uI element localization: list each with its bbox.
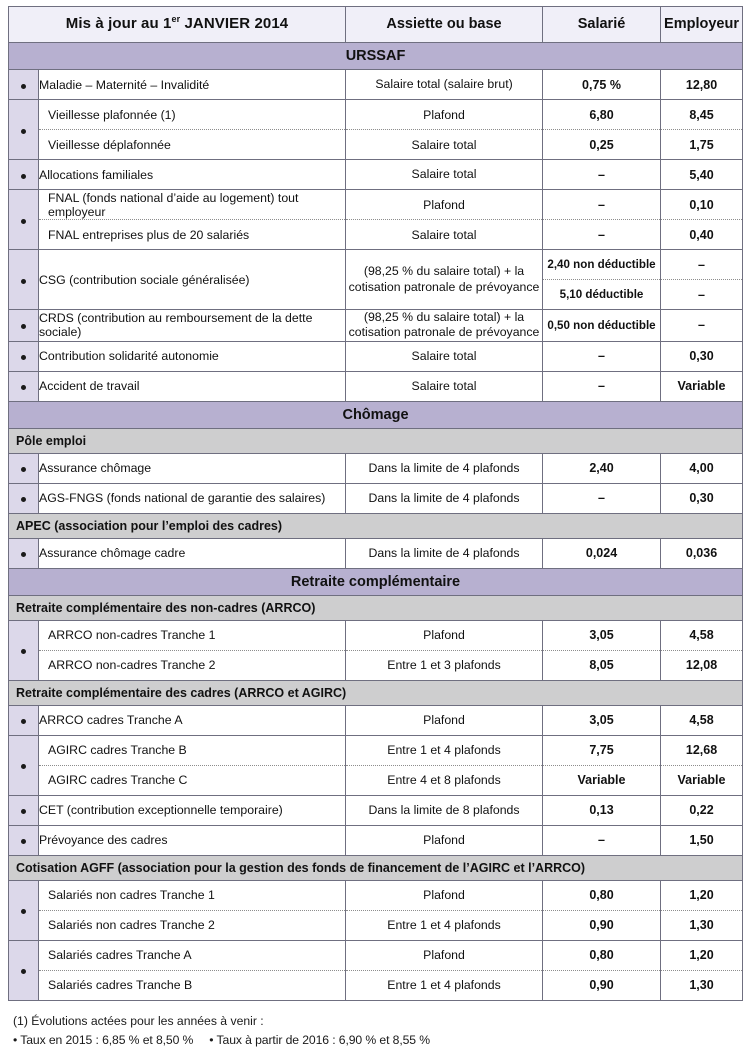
row-bullet: [9, 100, 39, 160]
cell-description-group: [39, 100, 346, 160]
stacked-value: Salariés cadres Tranche A: [39, 941, 345, 971]
bullet-icon: [21, 497, 26, 502]
stacked-row: [39, 190, 345, 220]
cell-employeur: 0,30: [661, 341, 743, 371]
table-row: [9, 310, 743, 342]
stacked-value: 7,75: [543, 736, 660, 766]
stacked-row: [346, 941, 542, 971]
subsection-label: APEC (association pour l’emploi des cadres): [9, 513, 743, 538]
stacked-cell: [39, 881, 345, 940]
cell-employeur: 5,40: [661, 160, 743, 190]
stacked-row: [661, 250, 742, 280]
cell-employeur: Variable: [661, 371, 743, 401]
stacked-row: [661, 765, 742, 795]
stacked-row: [661, 881, 742, 911]
cell-description: Assurance chômage: [39, 453, 346, 483]
stacked-row: [39, 941, 345, 971]
table-row: [9, 190, 743, 250]
bullet-icon: [21, 174, 26, 179]
stacked-row: [39, 220, 345, 250]
stacked-cell: [346, 736, 542, 795]
stacked-row: [346, 650, 542, 680]
stacked-row: [661, 280, 742, 310]
stacked-cell: [661, 621, 742, 680]
stacked-row: [346, 220, 542, 250]
stacked-row: [661, 941, 742, 971]
stacked-row: [346, 970, 542, 1000]
bullet-icon: [21, 385, 26, 390]
cell-description-group: [39, 735, 346, 795]
row-bullet: [9, 190, 39, 250]
footnote-rate-2015: • Taux en 2015 : 6,85 % et 8,50 %: [13, 1032, 194, 1047]
stacked-row: [543, 250, 660, 280]
stacked-value: 12,08: [661, 650, 742, 680]
table-row: [9, 250, 743, 310]
stacked-cell: [39, 941, 345, 1000]
row-bullet: [9, 371, 39, 401]
stacked-cell: [661, 881, 742, 940]
table-row: [9, 70, 743, 100]
row-bullet: [9, 250, 39, 310]
cell-base-group: [346, 735, 543, 795]
stacked-cell: [39, 100, 345, 159]
row-bullet: [9, 825, 39, 855]
stacked-row: [661, 100, 742, 130]
table-row: [9, 620, 743, 680]
bullet-icon: [21, 129, 26, 134]
cell-description-group: [39, 620, 346, 680]
stacked-cell: [543, 881, 660, 940]
cell-employeur-group: [661, 100, 743, 160]
stacked-row: [39, 881, 345, 911]
stacked-cell: [346, 190, 542, 249]
cell-employeur: –: [661, 310, 743, 342]
stacked-value: AGIRC cadres Tranche B: [39, 736, 345, 766]
row-bullet: [9, 940, 39, 1000]
cell-description-group: [39, 190, 346, 250]
stacked-value: Plafond: [346, 190, 542, 220]
stacked-value: Salaire total: [346, 220, 542, 250]
stacked-value: Plafond: [346, 881, 542, 911]
cell-employeur: 12,80: [661, 70, 743, 100]
stacked-value: 0,80: [543, 881, 660, 911]
cell-salarie-group: [543, 620, 661, 680]
cell-description: ARRCO cadres Tranche A: [39, 705, 346, 735]
cell-description: Contribution solidarité autonomie: [39, 341, 346, 371]
row-bullet: [9, 705, 39, 735]
stacked-value: 3,05: [543, 621, 660, 651]
cell-employeur: 4,00: [661, 453, 743, 483]
stacked-row: [39, 100, 345, 130]
cell-base: Salaire total: [346, 371, 543, 401]
cell-salarie: –: [543, 483, 661, 513]
stacked-value: Vieillesse déplafonnée: [39, 130, 345, 160]
row-bullet: [9, 735, 39, 795]
stacked-row: [661, 621, 742, 651]
cell-employeur-group: [661, 735, 743, 795]
cell-salarie: –: [543, 160, 661, 190]
stacked-value: 0,90: [543, 970, 660, 1000]
stacked-value: 8,45: [661, 100, 742, 130]
cell-base: (98,25 % du salaire total) + la cotisation patronale de prévoyance: [346, 310, 543, 342]
bullet-icon: [21, 909, 26, 914]
cell-employeur: 0,22: [661, 795, 743, 825]
stacked-value: Variable: [661, 765, 742, 795]
cell-salarie: 3,05: [543, 705, 661, 735]
cell-description: CSG (contribution sociale généralisée): [39, 250, 346, 310]
section-band-label: Chômage: [9, 401, 743, 428]
row-bullet: [9, 483, 39, 513]
cell-employeur-group: [661, 620, 743, 680]
stacked-value: Entre 1 et 4 plafonds: [346, 736, 542, 766]
bullet-icon: [21, 764, 26, 769]
table-row: [9, 880, 743, 940]
table-row: [9, 483, 743, 513]
stacked-value: 0,40: [661, 220, 742, 250]
cell-salarie: –: [543, 341, 661, 371]
stacked-row: [346, 765, 542, 795]
stacked-row: [543, 910, 660, 940]
row-bullet: [9, 453, 39, 483]
stacked-value: 1,75: [661, 130, 742, 160]
stacked-value: Salariés non cadres Tranche 1: [39, 881, 345, 911]
cell-description-group: [39, 880, 346, 940]
cell-description: Maladie – Maternité – Invalidité: [39, 70, 346, 100]
stacked-row: [39, 130, 345, 160]
stacked-value: –: [661, 250, 742, 280]
stacked-cell: [543, 941, 660, 1000]
bullet-icon: [21, 84, 26, 89]
stacked-row: [661, 736, 742, 766]
stacked-row: [346, 130, 542, 160]
row-bullet: [9, 310, 39, 342]
cell-salarie: –: [543, 371, 661, 401]
stacked-row: [543, 190, 660, 220]
section-band: [9, 568, 743, 595]
cell-description: Accident de travail: [39, 371, 346, 401]
stacked-row: [661, 910, 742, 940]
cell-salarie: 0,50 non déductible: [543, 310, 661, 342]
bullet-icon: [21, 219, 26, 224]
row-bullet: [9, 620, 39, 680]
stacked-cell: [543, 100, 660, 159]
stacked-cell: [543, 250, 660, 309]
table-row: [9, 705, 743, 735]
subsection-label: Retraite complémentaire des cadres (ARRCO et AGIRC): [9, 680, 743, 705]
stacked-value: 2,40 non déductible: [543, 250, 660, 280]
table-row: [9, 795, 743, 825]
stacked-value: AGIRC cadres Tranche C: [39, 765, 345, 795]
cell-base: Salaire total: [346, 160, 543, 190]
table-row: [9, 735, 743, 795]
cell-description-group: [39, 940, 346, 1000]
cell-base-group: [346, 880, 543, 940]
stacked-value: Salaire total: [346, 130, 542, 160]
stacked-value: Entre 1 et 4 plafonds: [346, 910, 542, 940]
stacked-value: ARRCO non-cadres Tranche 1: [39, 621, 345, 651]
table-header-row: [9, 7, 743, 43]
stacked-cell: [661, 190, 742, 249]
bullet-icon: [21, 324, 26, 329]
stacked-value: 1,30: [661, 970, 742, 1000]
table-row: [9, 825, 743, 855]
stacked-row: [543, 280, 660, 310]
cell-description: CRDS (contribution au remboursement de la dette sociale): [39, 310, 346, 342]
cell-description: CET (contribution exceptionnelle temporaire): [39, 795, 346, 825]
stacked-value: Variable: [543, 765, 660, 795]
stacked-row: [39, 736, 345, 766]
stacked-value: 1,20: [661, 881, 742, 911]
stacked-cell: [346, 621, 542, 680]
stacked-value: ARRCO non-cadres Tranche 2: [39, 650, 345, 680]
stacked-row: [661, 650, 742, 680]
cell-description: AGS-FNGS (fonds national de garantie des salaires): [39, 483, 346, 513]
cell-base: Dans la limite de 8 plafonds: [346, 795, 543, 825]
stacked-row: [346, 100, 542, 130]
footnote-line-1: (1) Évolutions actées pour les années à venir :: [13, 1013, 264, 1028]
cell-employeur-group: [661, 880, 743, 940]
cell-base-group: [346, 190, 543, 250]
stacked-value: 0,25: [543, 130, 660, 160]
cell-salarie: 2,40: [543, 453, 661, 483]
subsection-label: Cotisation AGFF (association pour la gestion des fonds de financement de l’AGIRC et l’ARRCO): [9, 855, 743, 880]
stacked-cell: [346, 100, 542, 159]
table-body: [9, 7, 743, 1001]
subsection-header: [9, 855, 743, 880]
stacked-value: 5,10 déductible: [543, 280, 660, 310]
stacked-value: Entre 1 et 4 plafonds: [346, 970, 542, 1000]
row-bullet: [9, 160, 39, 190]
cell-base: Salaire total: [346, 341, 543, 371]
contributions-table: [8, 6, 743, 1001]
stacked-cell: [661, 941, 742, 1000]
cell-description: Assurance chômage cadre: [39, 538, 346, 568]
cell-salarie-group: [543, 190, 661, 250]
stacked-row: [39, 650, 345, 680]
row-bullet: [9, 341, 39, 371]
stacked-value: 0,90: [543, 910, 660, 940]
cell-base-group: [346, 620, 543, 680]
stacked-value: Entre 1 et 3 plafonds: [346, 650, 542, 680]
bullet-icon: [21, 552, 26, 557]
stacked-cell: [543, 190, 660, 249]
stacked-row: [661, 220, 742, 250]
stacked-row: [346, 736, 542, 766]
cell-base: Salaire total (salaire brut): [346, 70, 543, 100]
row-bullet: [9, 70, 39, 100]
stacked-row: [39, 621, 345, 651]
stacked-row: [543, 621, 660, 651]
table-row: [9, 160, 743, 190]
stacked-value: Entre 4 et 8 plafonds: [346, 765, 542, 795]
cell-salarie: –: [543, 825, 661, 855]
table-row: [9, 371, 743, 401]
stacked-row: [39, 910, 345, 940]
row-bullet: [9, 538, 39, 568]
bullet-icon: [21, 969, 26, 974]
stacked-value: FNAL (fonds national d’aide au logement) tout employeur: [39, 190, 345, 220]
stacked-value: 12,68: [661, 736, 742, 766]
stacked-value: 1,20: [661, 941, 742, 971]
footnote-line-2: [13, 1031, 742, 1050]
cell-employeur-group: [661, 940, 743, 1000]
cell-employeur-group: [661, 250, 743, 310]
cell-salarie: 0,13: [543, 795, 661, 825]
stacked-row: [661, 970, 742, 1000]
bullet-icon: [21, 279, 26, 284]
stacked-cell: [39, 190, 345, 249]
table-row: [9, 453, 743, 483]
column-header-employeur: Employeur: [661, 7, 743, 43]
stacked-cell: [346, 881, 542, 940]
stacked-value: Salariés cadres Tranche B: [39, 970, 345, 1000]
stacked-cell: [661, 100, 742, 159]
cell-salarie-group: [543, 250, 661, 310]
table-row: [9, 538, 743, 568]
stacked-row: [543, 100, 660, 130]
stacked-cell: [661, 250, 742, 309]
stacked-row: [543, 220, 660, 250]
stacked-value: Plafond: [346, 100, 542, 130]
stacked-value: –: [543, 190, 660, 220]
stacked-row: [543, 736, 660, 766]
stacked-value: –: [543, 220, 660, 250]
cell-base: Plafond: [346, 705, 543, 735]
table-row: [9, 940, 743, 1000]
stacked-row: [661, 130, 742, 160]
stacked-cell: [39, 736, 345, 795]
stacked-row: [39, 765, 345, 795]
stacked-cell: [661, 736, 742, 795]
subsection-header: [9, 680, 743, 705]
cell-salarie: 0,024: [543, 538, 661, 568]
cell-employeur: 1,50: [661, 825, 743, 855]
page-title: Mis à jour au 1er JANVIER 2014: [9, 7, 346, 43]
footnote-rate-2016: • Taux à partir de 2016 : 6,90 % et 8,55 %: [209, 1032, 431, 1047]
subsection-label: Retraite complémentaire des non-cadres (ARRCO): [9, 595, 743, 620]
subsection-label: Pôle emploi: [9, 428, 743, 453]
stacked-cell: [543, 621, 660, 680]
stacked-cell: [346, 941, 542, 1000]
cell-base: Dans la limite de 4 plafonds: [346, 538, 543, 568]
stacked-value: FNAL entreprises plus de 20 salariés: [39, 220, 345, 250]
stacked-row: [543, 881, 660, 911]
cell-base: Plafond: [346, 825, 543, 855]
cell-employeur: 0,036: [661, 538, 743, 568]
cell-base: (98,25 % du salaire total) + la cotisation patronale de prévoyance: [346, 250, 543, 310]
stacked-row: [543, 765, 660, 795]
section-band: [9, 401, 743, 428]
stacked-value: Plafond: [346, 941, 542, 971]
stacked-value: 1,30: [661, 910, 742, 940]
cell-base-group: [346, 940, 543, 1000]
cell-base-group: [346, 100, 543, 160]
stacked-value: –: [661, 280, 742, 310]
cell-description: Prévoyance des cadres: [39, 825, 346, 855]
stacked-value: 8,05: [543, 650, 660, 680]
bullet-icon: [21, 719, 26, 724]
stacked-row: [39, 970, 345, 1000]
cell-salarie-group: [543, 100, 661, 160]
stacked-value: Salariés non cadres Tranche 2: [39, 910, 345, 940]
subsection-header: [9, 513, 743, 538]
subsection-header: [9, 595, 743, 620]
cell-base: Dans la limite de 4 plafonds: [346, 453, 543, 483]
row-bullet: [9, 795, 39, 825]
stacked-cell: [543, 736, 660, 795]
stacked-value: Vieillesse plafonnée (1): [39, 100, 345, 130]
cell-base: Dans la limite de 4 plafonds: [346, 483, 543, 513]
subsection-header: [9, 428, 743, 453]
stacked-value: Plafond: [346, 621, 542, 651]
stacked-row: [346, 190, 542, 220]
cell-description: Allocations familiales: [39, 160, 346, 190]
bullet-icon: [21, 355, 26, 360]
stacked-row: [346, 621, 542, 651]
cell-employeur: 4,58: [661, 705, 743, 735]
stacked-cell: [39, 621, 345, 680]
bullet-icon: [21, 649, 26, 654]
column-header-salarie: Salarié: [543, 7, 661, 43]
section-band-label: Retraite complémentaire: [9, 568, 743, 595]
stacked-row: [346, 910, 542, 940]
stacked-row: [543, 970, 660, 1000]
table-row: [9, 341, 743, 371]
stacked-row: [346, 881, 542, 911]
cell-salarie: 0,75 %: [543, 70, 661, 100]
section-band: [9, 43, 743, 70]
stacked-value: 6,80: [543, 100, 660, 130]
bullet-icon: [21, 467, 26, 472]
stacked-row: [543, 650, 660, 680]
row-bullet: [9, 880, 39, 940]
cell-salarie-group: [543, 940, 661, 1000]
stacked-value: 0,80: [543, 941, 660, 971]
cell-employeur: 0,30: [661, 483, 743, 513]
stacked-row: [543, 941, 660, 971]
table-row: [9, 100, 743, 160]
cell-employeur-group: [661, 190, 743, 250]
bullet-icon: [21, 809, 26, 814]
column-header-base: Assiette ou base: [346, 7, 543, 43]
bullet-icon: [21, 839, 26, 844]
stacked-value: 0,10: [661, 190, 742, 220]
stacked-row: [543, 130, 660, 160]
cell-salarie-group: [543, 735, 661, 795]
stacked-value: 4,58: [661, 621, 742, 651]
section-band-label: URSSAF: [9, 43, 743, 70]
cell-salarie-group: [543, 880, 661, 940]
footnote: [8, 1012, 742, 1050]
stacked-row: [661, 190, 742, 220]
